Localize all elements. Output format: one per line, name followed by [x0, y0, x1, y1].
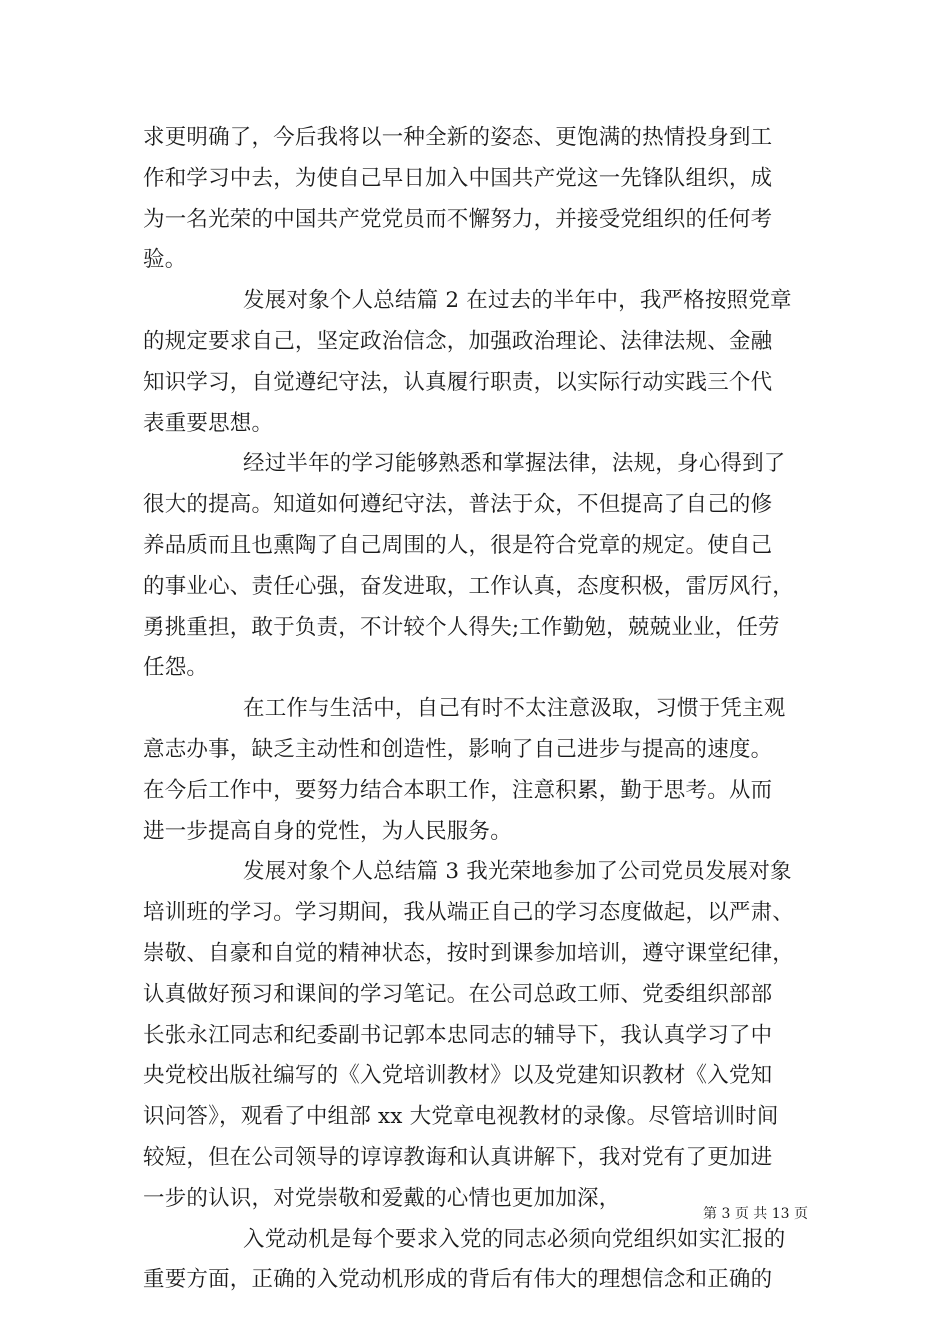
text-line: 识问答》，观看了中组部 xx 大党章电视教材的录像。尽管培训时间 — [143, 1104, 779, 1130]
paragraph — [143, 852, 809, 1219]
text-line: 意志办事，缺乏主动性和创造性，影响了自己进步与提高的速度。 — [143, 736, 773, 762]
text-line: 经过半年的学习能够熟悉和掌握法律，法规，身心得到了 — [243, 451, 786, 477]
text-line: 入党动机是每个要求入党的同志必须向党组织如实汇报的 — [243, 1226, 786, 1252]
text-line: 求更明确了，今后我将以一种全新的姿态、更饱满的热情投身到工 — [143, 125, 773, 150]
text-line: 认真做好预习和课间的学习笔记。在公司总政工师、党委组织部部 — [143, 981, 773, 1007]
text-line: 的事业心、责任心强，奋发进取，工作认真，态度积极，雷厉风行， — [143, 573, 795, 599]
text-line: 知识学习，自觉遵纪守法，认真履行职责，以实际行动实践三个代 — [143, 369, 773, 395]
paragraph — [143, 689, 809, 852]
text-line: 的规定要求自己，坚定政治信念，加强政治理论、法律法规、金融 — [143, 328, 773, 354]
text-line: 长张永江同志和纪委副书记郭本忠同志的辅导下，我认真学习了中 — [143, 1022, 773, 1048]
text-line: 养品质而且也熏陶了自己周围的人，很是符合党章的规定。使自己 — [143, 532, 773, 558]
text-line: 较短，但在公司领导的谆谆教诲和认真讲解下，我对党有了更加进 — [143, 1144, 773, 1170]
paragraph — [143, 444, 809, 689]
page-number: 第 3 页 共 13 页 — [703, 1206, 808, 1222]
text-line: 发展对象个人总结篇 3 我光荣地参加了公司党员发展对象 — [243, 859, 792, 885]
text-line: 勇挑重担，敢于负责，不计较个人得失;工作勤勉，兢兢业业，任劳 — [143, 614, 780, 640]
text-line: 在今后工作中，要努力结合本职工作，注意积累，勤于思考。从而 — [143, 777, 773, 803]
text-line: 一步的认识，对党崇敬和爱戴的心情也更加加深， — [143, 1185, 621, 1211]
text-line: 验。 — [143, 247, 187, 273]
text-line: 在工作与生活中，自己有时不太注意汲取，习惯于凭主观 — [243, 696, 786, 722]
text-line: 重要方面，正确的入党动机形成的背后有伟大的理想信念和正确的 — [143, 1267, 773, 1293]
text-line: 作和学习中去，为使自己早日加入中国共产党这一先锋队组织，成 — [143, 165, 773, 191]
text-line: 很大的提高。知道如何遵纪守法，普法于众，不但提高了自己的修 — [143, 492, 773, 518]
text-line: 崇敬、自豪和自觉的精神状态，按时到课参加培训，遵守课堂纪律， — [143, 940, 795, 966]
text-line: 任怨。 — [143, 655, 209, 681]
document-body — [143, 118, 809, 1301]
text-line: 央党校出版社编写的《入党培训教材》以及党建知识教材《入党知 — [143, 1063, 773, 1089]
text-line: 表重要思想。 — [143, 410, 274, 436]
paragraph — [143, 1220, 809, 1302]
paragraph — [143, 281, 809, 444]
text-line: 发展对象个人总结篇 2 在过去的半年中，我严格按照党章 — [243, 288, 792, 314]
text-line: 为一名光荣的中国共产党党员而不懈努力，并接受党组织的任何考 — [143, 206, 773, 232]
paragraph — [143, 118, 809, 281]
text-line: 培训班的学习。学习期间，我从端正自己的学习态度做起，以严肃、 — [143, 900, 795, 926]
text-line: 进一步提高自身的党性，为人民服务。 — [143, 818, 512, 844]
